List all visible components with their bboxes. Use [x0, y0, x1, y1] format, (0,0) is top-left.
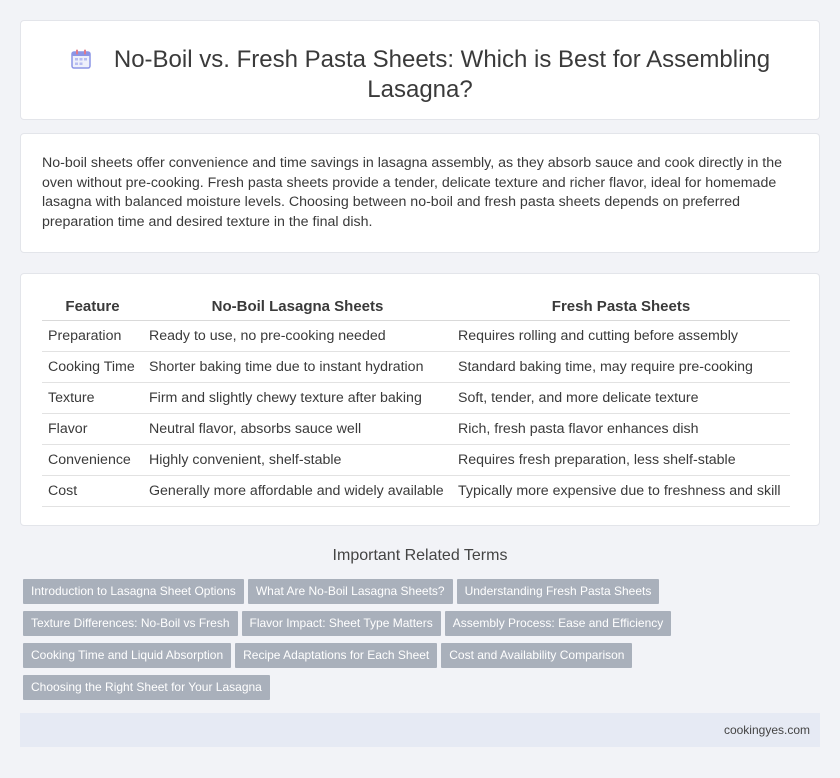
comparison-card [20, 273, 820, 526]
related-term-tag[interactable]: Assembly Process: Ease and Efficiency [445, 611, 672, 636]
footer [20, 713, 820, 747]
table-cell-fresh: Typically more expensive due to freshness and skill [452, 475, 790, 506]
tag-row [23, 643, 823, 675]
table-row [42, 320, 790, 351]
table-row [42, 475, 790, 506]
related-term-tag[interactable]: What Are No-Boil Lasagna Sheets? [248, 579, 453, 604]
table-cell-no-boil: Shorter baking time due to instant hydration [143, 351, 452, 382]
column-header-feature: Feature [42, 296, 143, 320]
related-term-tag[interactable]: Texture Differences: No-Boil vs Fresh [23, 611, 238, 636]
table-cell-no-boil: Highly convenient, shelf-stable [143, 444, 452, 475]
title-card [20, 20, 820, 120]
related-term-tag[interactable]: Cost and Availability Comparison [441, 643, 632, 668]
table-row [42, 351, 790, 382]
table-cell-feature: Flavor [42, 413, 143, 444]
table-row [42, 413, 790, 444]
related-term-tag[interactable]: Choosing the Right Sheet for Your Lasagna [23, 675, 270, 700]
related-term-tag[interactable]: Introduction to Lasagna Sheet Options [23, 579, 244, 604]
related-terms-heading: Important Related Terms [332, 547, 508, 564]
table-cell-feature: Convenience [42, 444, 143, 475]
related-term-tag[interactable]: Recipe Adaptations for Each Sheet [235, 643, 437, 668]
related-term-tag[interactable]: Understanding Fresh Pasta Sheets [457, 579, 660, 604]
table-cell-feature: Preparation [42, 320, 143, 351]
table-cell-no-boil: Neutral flavor, absorbs sauce well [143, 413, 452, 444]
intro-paragraph: No-boil sheets offer convenience and time savings in lasagna assembly, as they absorb sauce and cook directly in the oven without pre-cooking. Fresh pasta sheets provide a tender, delicate texture and richer flavor, ideal for homemade lasagna with balanced moisture levels. Choosing between no-boil and fresh pasta sheets depends on preferred preparation time and desired texture in the final dish. [42, 155, 783, 230]
intro-card [20, 133, 820, 253]
tag-row [23, 579, 823, 611]
calendar-icon [70, 48, 92, 70]
table-cell-feature: Cost [42, 475, 143, 506]
table-row [42, 382, 790, 413]
tag-row [23, 611, 823, 643]
tag-row [23, 675, 823, 707]
table-cell-no-boil: Ready to use, no pre-cooking needed [143, 320, 452, 351]
comparison-table [42, 296, 790, 507]
related-terms-list [23, 579, 823, 707]
column-header-fresh: Fresh Pasta Sheets [452, 296, 790, 320]
table-row [42, 444, 790, 475]
table-header-row [42, 296, 790, 320]
table-cell-no-boil: Generally more affordable and widely available [143, 475, 452, 506]
table-cell-fresh: Soft, tender, and more delicate texture [452, 382, 790, 413]
site-credit[interactable]: cookingyes.com [723, 723, 810, 737]
related-term-tag[interactable]: Flavor Impact: Sheet Type Matters [242, 611, 441, 636]
table-cell-no-boil: Firm and slightly chewy texture after baking [143, 382, 452, 413]
table-cell-feature: Texture [42, 382, 143, 413]
table-cell-fresh: Requires fresh preparation, less shelf-stable [452, 444, 790, 475]
table-cell-fresh: Requires rolling and cutting before assembly [452, 320, 790, 351]
column-header-no-boil: No-Boil Lasagna Sheets [143, 296, 452, 320]
related-term-tag[interactable]: Cooking Time and Liquid Absorption [23, 643, 231, 668]
table-cell-feature: Cooking Time [42, 351, 143, 382]
title-line-1: No-Boil vs. Fresh Pasta Sheets: Which is Best for Assembling [113, 46, 771, 73]
table-cell-fresh: Rich, fresh pasta flavor enhances dish [452, 413, 790, 444]
title-line-2: Lasagna? [367, 76, 473, 103]
page-title [21, 45, 819, 105]
table-cell-fresh: Standard baking time, may require pre-cooking [452, 351, 790, 382]
